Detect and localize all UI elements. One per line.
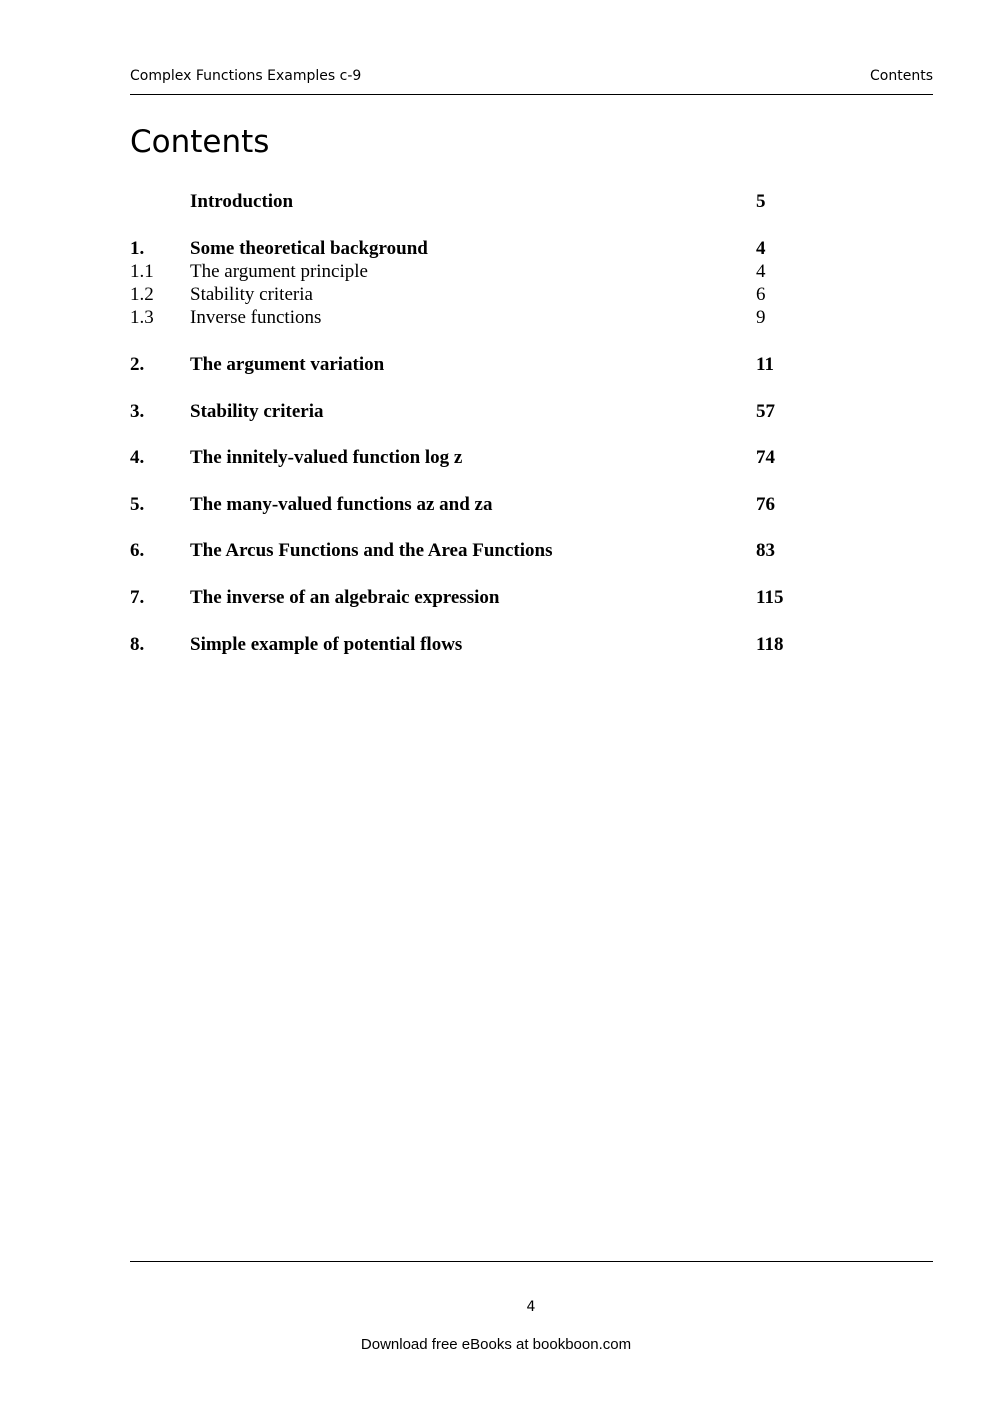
toc-entry-number: 5. bbox=[130, 493, 145, 515]
toc-entry-chapter-8[interactable] bbox=[130, 633, 830, 656]
toc-entry-page: 83 bbox=[756, 540, 775, 562]
toc-entry-number: 1.1 bbox=[130, 260, 154, 282]
header-section-title: Contents bbox=[870, 68, 933, 84]
toc-entry-page: 74 bbox=[756, 447, 775, 469]
toc-entry-number: 1.2 bbox=[130, 284, 154, 306]
table-of-contents bbox=[130, 190, 830, 656]
toc-entry-title: Introduction bbox=[190, 191, 294, 212]
toc-entry-chapter-1[interactable] bbox=[130, 237, 830, 260]
toc-entry-page: 11 bbox=[756, 354, 774, 376]
toc-entry-chapter-6[interactable] bbox=[130, 539, 830, 562]
page-title: Contents bbox=[130, 124, 270, 160]
running-header bbox=[130, 68, 933, 95]
toc-entry-page: 57 bbox=[756, 400, 775, 422]
toc-entry-title: Inverse functions bbox=[190, 307, 322, 329]
toc-entry-page: 9 bbox=[756, 307, 766, 329]
toc-entry-title: The Arcus Functions and the Area Functions bbox=[190, 540, 553, 562]
toc-entry-title: Simple example of potential flows bbox=[190, 633, 463, 655]
footer-divider bbox=[130, 1261, 933, 1262]
toc-entry-title: Some theoretical background bbox=[190, 237, 428, 259]
toc-entry-number: 2. bbox=[130, 354, 145, 376]
toc-entry-chapter-4[interactable] bbox=[130, 446, 830, 469]
toc-entry-chapter-3[interactable] bbox=[130, 400, 830, 423]
toc-entry-page: 115 bbox=[756, 587, 784, 609]
page-number: 4 bbox=[526, 1299, 536, 1315]
toc-entry-section-1-2[interactable] bbox=[130, 283, 830, 306]
toc-entry-number: 1.3 bbox=[130, 307, 154, 329]
toc-entry-page: 6 bbox=[756, 284, 766, 306]
toc-entry-page: 5 bbox=[756, 191, 766, 212]
toc-entry-title: Stability criteria bbox=[190, 400, 324, 422]
toc-entry-number: 8. bbox=[130, 633, 145, 655]
toc-entry-number: 4. bbox=[130, 447, 145, 469]
toc-entry-chapter-2[interactable] bbox=[130, 353, 830, 376]
toc-entry-page: 4 bbox=[756, 260, 766, 282]
toc-entry-chapter-7[interactable] bbox=[130, 586, 830, 609]
toc-entry-number: 6. bbox=[130, 540, 145, 562]
toc-entry-chapter-5[interactable] bbox=[130, 493, 830, 516]
toc-entry-section-1-1[interactable] bbox=[130, 260, 830, 283]
toc-entry-section-1-3[interactable] bbox=[130, 306, 830, 329]
toc-entry-page: 4 bbox=[756, 237, 766, 259]
toc-entry-title: Stability criteria bbox=[190, 284, 313, 306]
toc-entry-title: The argument principle bbox=[190, 260, 368, 282]
toc-entry-title: The innitely-valued function log z bbox=[190, 447, 463, 469]
toc-entry-number: 3. bbox=[130, 400, 145, 422]
toc-entry-page: 118 bbox=[756, 633, 784, 655]
toc-entry-title: The inverse of an algebraic expression bbox=[190, 587, 500, 609]
toc-entry-title: The many-valued functions az and za bbox=[190, 493, 493, 515]
toc-entry-title: The argument variation bbox=[190, 354, 385, 376]
toc-entry-page: 76 bbox=[756, 493, 775, 515]
toc-entry-number: 1. bbox=[130, 237, 145, 259]
header-book-title: Complex Functions Examples c-9 bbox=[130, 68, 362, 84]
toc-entry-number: 7. bbox=[130, 587, 145, 609]
toc-entry-introduction[interactable] bbox=[130, 190, 830, 213]
download-link[interactable]: Download free eBooks at bookboon.com bbox=[360, 1336, 632, 1353]
